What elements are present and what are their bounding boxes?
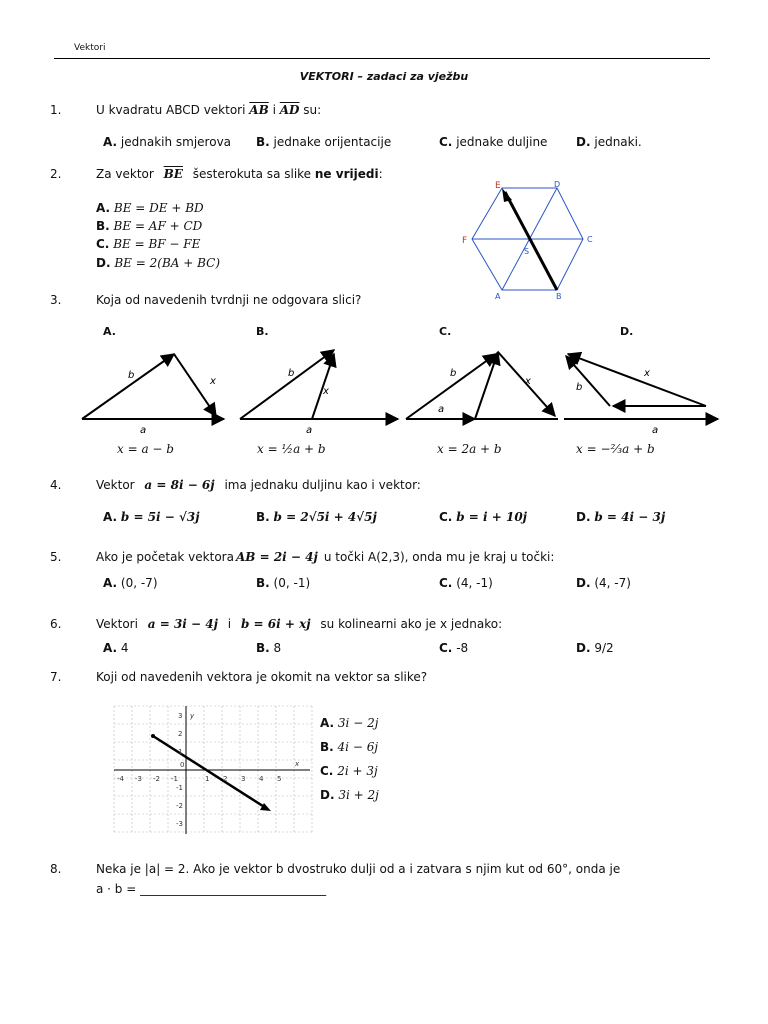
option-letter: B. (256, 576, 270, 590)
x-tick: -4 (117, 775, 124, 783)
q7-text: Koji od navedenih vektora je okomit na vektor sa slike? (96, 670, 428, 684)
option-text: 2i + 3j (337, 764, 378, 778)
option-letter: D. (576, 576, 591, 590)
option-letter: C. (439, 135, 453, 149)
panel-c-label-x: x (525, 376, 531, 387)
option-text: BE = BF − FE (113, 237, 201, 251)
option-letter: A. (103, 641, 118, 655)
hexagon-figure (455, 178, 605, 303)
option-text: (4, -7) (594, 576, 631, 590)
option-text: (0, -1) (273, 576, 311, 590)
option-text: b = i + 10j (456, 510, 528, 524)
q2-text (96, 167, 383, 181)
q2-post: : (378, 167, 383, 181)
option-letter: D. (576, 510, 591, 524)
q4-option-a[interactable] (103, 510, 200, 524)
q5-option-d[interactable] (576, 576, 631, 590)
option-text: jednakih smjerova (120, 135, 232, 149)
q2-vector-be: $\overline{BE}$ (163, 167, 183, 181)
option-text: BE = 2(BA + BC) (114, 256, 221, 270)
option-text: 4i − 6j (337, 740, 379, 754)
q4-option-c[interactable] (439, 510, 527, 524)
q7-coordinate-grid (110, 702, 316, 838)
q5-option-b[interactable] (256, 576, 310, 590)
q3-panel-d-label: D. (620, 325, 634, 338)
option-text: -8 (456, 641, 469, 655)
q6-number: 6. (50, 617, 62, 631)
q6-text (96, 617, 502, 631)
option-letter: B. (96, 219, 110, 233)
q7-option-c[interactable] (320, 764, 378, 778)
option-text: 9/2 (594, 641, 614, 655)
option-letter: C. (439, 641, 453, 655)
hex-label-s: S (524, 247, 530, 256)
x-tick: -3 (135, 775, 142, 783)
q6-option-d[interactable] (576, 641, 614, 655)
q1-option-c[interactable] (439, 135, 547, 149)
panel-b-vector-b (240, 350, 334, 419)
option-text: (0, -7) (120, 576, 158, 590)
q3-formula-b: x = ½a + b (257, 442, 326, 456)
q2-option-c[interactable] (96, 237, 200, 251)
page-title: VEKTORI – zadaci za vježbu (299, 70, 469, 83)
hex-label-f: F (462, 236, 468, 246)
q1-option-a[interactable] (103, 135, 231, 149)
q1-option-b[interactable] (256, 135, 391, 149)
option-text: jednaki. (594, 135, 642, 149)
q6-option-b[interactable] (256, 641, 281, 655)
q3-number: 3. (50, 293, 62, 307)
q4-vector: a = 8i − 6j (144, 478, 215, 492)
q1-vector-ad: $\overline{AD}$ (279, 103, 300, 117)
panel-c-label-a: a (438, 404, 445, 415)
panel-d-vector-x (568, 354, 706, 406)
q1-text (96, 103, 321, 117)
panel-a-label-x: x (210, 376, 216, 387)
q4-post: ima jednaku duljinu kao i vektor: (224, 478, 421, 492)
q8-line-1: Neka je |a| = 2. Ako je vektor b dvostruko dulji od a i zatvara s njim kut od 60°, onda je (96, 862, 621, 876)
page-header: Vektori (74, 43, 106, 53)
x-tick: 5 (277, 775, 282, 783)
y-tick: -3 (176, 820, 183, 828)
y-tick: 2 (178, 730, 183, 738)
x-tick: 4 (259, 775, 264, 783)
q3-panel-a-label: A. (103, 325, 116, 338)
q8-number: 8. (50, 862, 62, 876)
q7-option-b[interactable] (320, 740, 378, 754)
q6-vector-b: b = 6i + xj (240, 617, 311, 631)
panel-d-label-b: b (576, 382, 583, 393)
option-letter: D. (96, 256, 111, 270)
x-tick: 3 (241, 775, 246, 783)
option-text: BE = DE + BD (113, 201, 204, 215)
option-letter: A. (103, 135, 118, 149)
option-text: 8 (273, 641, 282, 655)
q6-option-a[interactable] (103, 641, 129, 655)
option-letter: A. (103, 576, 118, 590)
q1-mid: i (272, 103, 276, 117)
option-letter: C. (439, 510, 453, 524)
q3-panel-b-label: B. (256, 325, 269, 338)
q2-option-b[interactable] (96, 219, 202, 233)
q1-pre: U kvadratu ABCD vektori (96, 103, 246, 117)
option-text: jednake duljine (456, 135, 548, 149)
header-rule (54, 58, 710, 59)
vector-be-arrow (505, 192, 557, 290)
panel-b-label-a: a (306, 425, 313, 436)
panel-a-label-b: b (128, 370, 135, 381)
q5-pre: Ako je početak vektora (96, 550, 234, 564)
hex-label-c: C (587, 235, 593, 244)
q6-mid: i (227, 617, 232, 631)
panel-a-label-a: a (140, 425, 147, 436)
option-letter: C. (96, 237, 110, 251)
q3-formula-a: x = a − b (117, 442, 174, 456)
hex-label-d: D (554, 180, 561, 189)
x-tick: 1 (205, 775, 210, 783)
grid-vector-line (153, 736, 266, 808)
q5-number: 5. (50, 550, 62, 564)
q2-pre: Za vektor (96, 167, 154, 181)
q3-formula-d: x = −⅔a + b (576, 442, 655, 456)
option-letter: D. (576, 135, 591, 149)
panel-b-label-b: b (288, 368, 295, 379)
q5-post: u točki A(2,3), onda mu je kraj u točki: (323, 550, 555, 564)
option-letter: C. (320, 764, 334, 778)
y-tick: 1 (178, 748, 183, 756)
panel-b-label-x: x (323, 386, 329, 397)
option-text: b = 4i − 3j (594, 510, 666, 524)
y-axis-label: y (190, 712, 195, 720)
q5-text (96, 550, 554, 564)
q1-vector-ab: $\overline{AB}$ (249, 103, 269, 117)
option-letter: B. (256, 641, 270, 655)
hex-label-b: B (556, 292, 562, 301)
x-tick: 2 (223, 775, 228, 783)
panel-d-label-a: a (652, 425, 659, 436)
option-text: 3i + 2j (338, 788, 379, 802)
option-letter: D. (320, 788, 335, 802)
q1-option-d[interactable] (576, 135, 642, 149)
option-text: 3i − 2j (337, 716, 379, 730)
q8-answer-line[interactable]: a · b = _______________________________ (96, 882, 327, 896)
option-letter: D. (576, 641, 591, 655)
x-tick: -2 (153, 775, 160, 783)
q3-vector-figures (70, 340, 720, 440)
panel-d-vector-b (566, 356, 610, 406)
panel-c-vector-x-line (406, 354, 496, 419)
option-text: b = 2√5i + 4√5j (273, 510, 377, 524)
y-tick: 3 (178, 712, 183, 720)
q2-number: 2. (50, 167, 62, 181)
q6-option-c[interactable] (439, 641, 468, 655)
option-text: b = 5i − √3j (120, 510, 200, 524)
q1-post: su: (303, 103, 322, 117)
vector-be-arrowhead (502, 188, 512, 202)
q2-mid: šesterokuta sa slike (192, 167, 312, 181)
q3-formula-c: x = 2a + b (437, 442, 502, 456)
grid-vector-start (151, 734, 155, 738)
y-tick: -1 (176, 784, 183, 792)
q5-option-a[interactable] (103, 576, 158, 590)
q6-pre: Vektori (96, 617, 138, 631)
option-letter: B. (256, 510, 270, 524)
option-letter: B. (256, 135, 270, 149)
option-text: (4, -1) (456, 576, 493, 590)
q5-vector: AB = 2i − 4j (235, 550, 318, 564)
q3-text: Koja od navedenih tvrdnji ne odgovara slici? (96, 293, 362, 307)
q7-option-d[interactable] (320, 788, 379, 802)
option-text: 4 (120, 641, 129, 655)
q2-option-a[interactable] (96, 201, 204, 215)
x-tick: -1 (171, 775, 178, 783)
q3-panel-c-label: C. (439, 325, 452, 338)
q1-number: 1. (50, 103, 62, 117)
option-letter: A. (96, 201, 111, 215)
q4-text (96, 478, 421, 492)
option-letter: C. (439, 576, 453, 590)
hex-label-a: A (495, 292, 501, 301)
q2-option-d[interactable] (96, 256, 220, 270)
panel-d-label-x: x (644, 368, 650, 379)
option-letter: A. (103, 510, 118, 524)
panel-c-label-b: b (450, 368, 457, 379)
q4-option-b[interactable] (256, 510, 377, 524)
option-text: jednake orijentacije (273, 135, 392, 149)
q4-number: 4. (50, 478, 62, 492)
option-letter: B. (320, 740, 334, 754)
q2-emphasis: ne vrijedi (314, 167, 379, 181)
option-text: BE = AF + CD (113, 219, 203, 233)
q5-option-c[interactable] (439, 576, 493, 590)
q4-option-d[interactable] (576, 510, 665, 524)
x-axis-label: x (295, 760, 300, 768)
q6-post: su kolinearni ako je x jednako: (320, 617, 503, 631)
y-tick: -2 (176, 802, 183, 810)
panel-a-vector-b (82, 354, 174, 419)
q4-pre: Vektor (96, 478, 135, 492)
hex-label-e: E (495, 181, 501, 191)
origin-label: 0 (180, 761, 185, 769)
option-letter: A. (320, 716, 335, 730)
q7-number: 7. (50, 670, 62, 684)
q7-option-a[interactable] (320, 716, 378, 730)
q6-vector-a: a = 3i − 4j (147, 617, 218, 631)
